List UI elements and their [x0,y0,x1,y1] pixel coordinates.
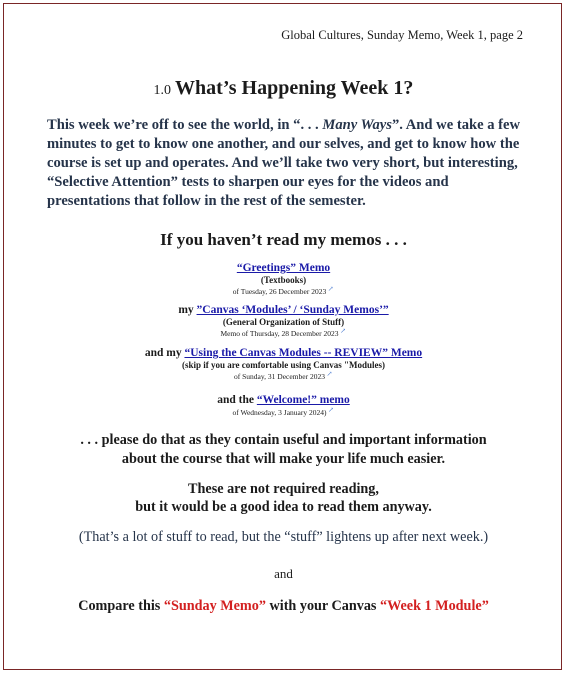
memo-subtitle: (General Organization of Stuff) [222,317,345,327]
memos-subheading: If you haven’t read my memos . . . [160,230,407,249]
memo-link-welcome[interactable]: “Welcome!” memo [256,394,350,406]
external-link-icon[interactable]: ↗ [340,327,346,335]
compare-before: Compare this [78,598,164,614]
external-link-icon[interactable]: ↗ [326,370,333,378]
aside-note: (That’s a lot of stuff to read, but the “stuff” lightens up after next week.) [78,529,489,545]
compare-line [0,598,567,615]
memo-date: of Sunday, 31 December 2023 [234,372,325,381]
section-number: 1.0 [153,83,172,98]
memo-item-canvas-modules [0,303,567,339]
memo-date: of Tuesday, 26 December 2023 [232,287,327,296]
intro-after: ”. And we take a few minutes to get to know one another, and our selves, and get to know how the course is set up and operates. And we’ll take two very short, but interesting, “Selective Attention” tests to sharpen our eyes for the videos and presentations that follow in the rest of the semester. [47,117,521,209]
closing-paragraph [0,431,567,469]
memo-subtitle: (Textbooks) [260,275,307,285]
external-link-icon[interactable]: ↗ [328,406,334,414]
memo-date: Memo of Thursday, 28 December 2023 [220,329,339,338]
closing-line-1: . . . please do that as they contain useful and important information [80,432,487,448]
memo-prefix: my [178,304,197,316]
and-text: and [274,566,293,581]
memo-link-greetings[interactable]: “Greetings” Memo [236,262,331,274]
compare-sunday-memo: “Sunday Memo” [163,598,266,614]
memo-date: of Wednesday, 3 January 2024) [232,408,327,417]
memo-subtitle: (skip if you are comfortable using Canvas "Modules) [181,360,386,370]
compare-week-module: “Week 1 Module” [380,598,489,614]
page-title [0,77,567,100]
intro-before: This week we’re off to see the world, in “. . . [47,117,323,133]
intro-italic: Many Ways [322,117,392,133]
not-required-note [0,480,567,516]
external-link-icon[interactable]: ↗ [327,285,334,293]
closing-line-2: about the course that will make your life much easier. [121,451,446,467]
memo-link-canvas-modules[interactable]: ”Canvas ‘Modules’ / ‘Sunday Memos’” [196,304,389,316]
page-header: Global Cultures, Sunday Memo, Week 1, page 2 [281,28,523,42]
memo-link-using-canvas[interactable]: “Using the Canvas Modules -- REVIEW” Memo [184,347,423,359]
memo-item-welcome [0,393,567,418]
memo-item-using-canvas [0,346,567,382]
intro-paragraph [47,116,527,211]
memo-prefix: and my [144,347,185,359]
memo-item-greetings [0,261,567,297]
not-required-line-1: These are not required reading, [188,481,379,497]
title-text: What’s Happening Week 1? [175,77,414,99]
not-required-line-2: but it would be a good idea to read them anyway. [135,499,432,515]
compare-middle: with your Canvas [265,598,381,614]
memo-prefix: and the [217,394,257,406]
